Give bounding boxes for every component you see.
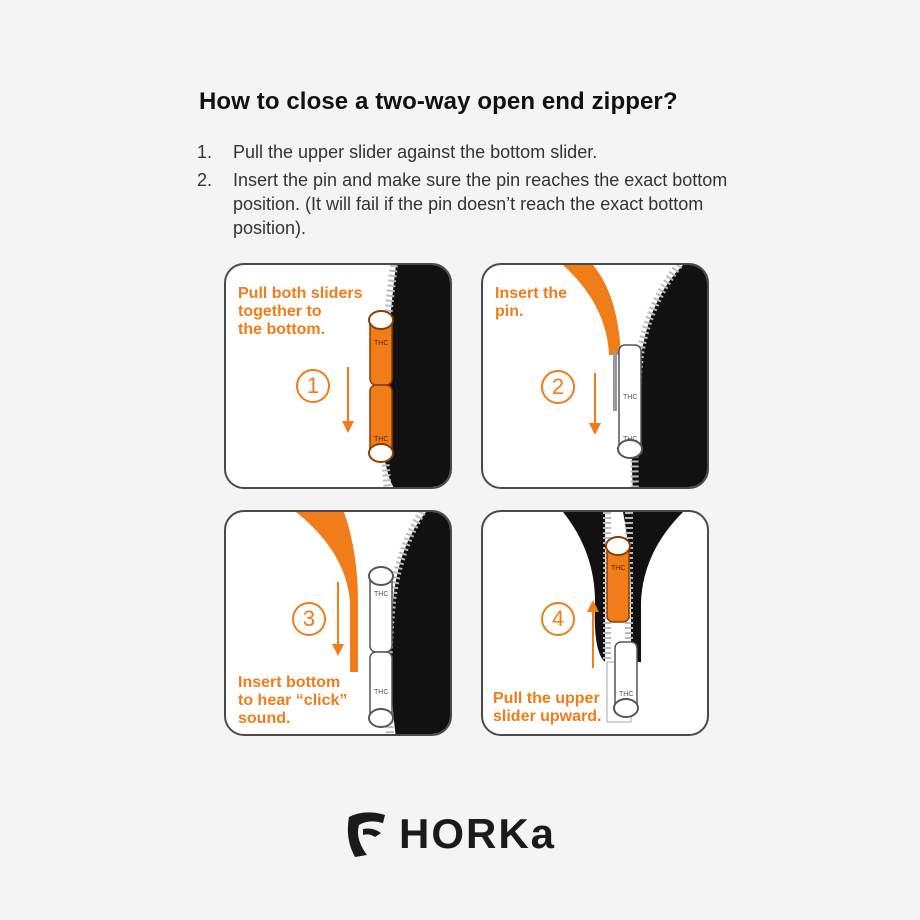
page-title: How to close a two-way open end zipper? — [199, 88, 678, 115]
instruction-step — [197, 140, 757, 164]
step-number: 1. — [197, 142, 213, 162]
brand-name: HORKa — [399, 810, 557, 857]
panel-caption: Insert the pin. — [495, 285, 568, 320]
panel-caption: Insert bottom to hear “click” sound. — [238, 674, 348, 727]
step-circle: 1 — [296, 369, 330, 403]
step-circle: 4 — [541, 602, 575, 636]
slider-label: THC — [623, 436, 638, 443]
slider-label: THC — [374, 436, 389, 443]
instruction-step — [197, 168, 757, 240]
step-panel-1 — [224, 263, 452, 489]
step-panel-2 — [481, 263, 709, 489]
step-circle: 2 — [541, 370, 575, 404]
step-panel-3 — [224, 510, 452, 736]
step-number: 2. — [197, 170, 213, 190]
slider-label: THC — [623, 394, 638, 401]
horse-head-icon — [345, 809, 389, 859]
slider-label: THC — [611, 565, 626, 572]
slider-label: THC — [374, 340, 389, 347]
panel-caption: Pull the upper slider upward. — [493, 690, 602, 725]
step-text: Insert the pin and make sure the pin reaches the exact bottom position. (It will fail if the pin doesn’t reach the exact bottom position). — [233, 170, 728, 238]
brand-logo — [345, 806, 556, 862]
step-text: Pull the upper slider against the bottom slider. — [233, 142, 598, 162]
panel-caption: Pull both sliders together to the bottom. — [238, 285, 363, 338]
step-panel-4 — [481, 510, 709, 736]
step-circle: 3 — [292, 602, 326, 636]
slider-label: THC — [619, 691, 634, 698]
slider-label: THC — [374, 689, 389, 696]
slider-label: THC — [374, 591, 389, 598]
instruction-list — [197, 140, 757, 244]
